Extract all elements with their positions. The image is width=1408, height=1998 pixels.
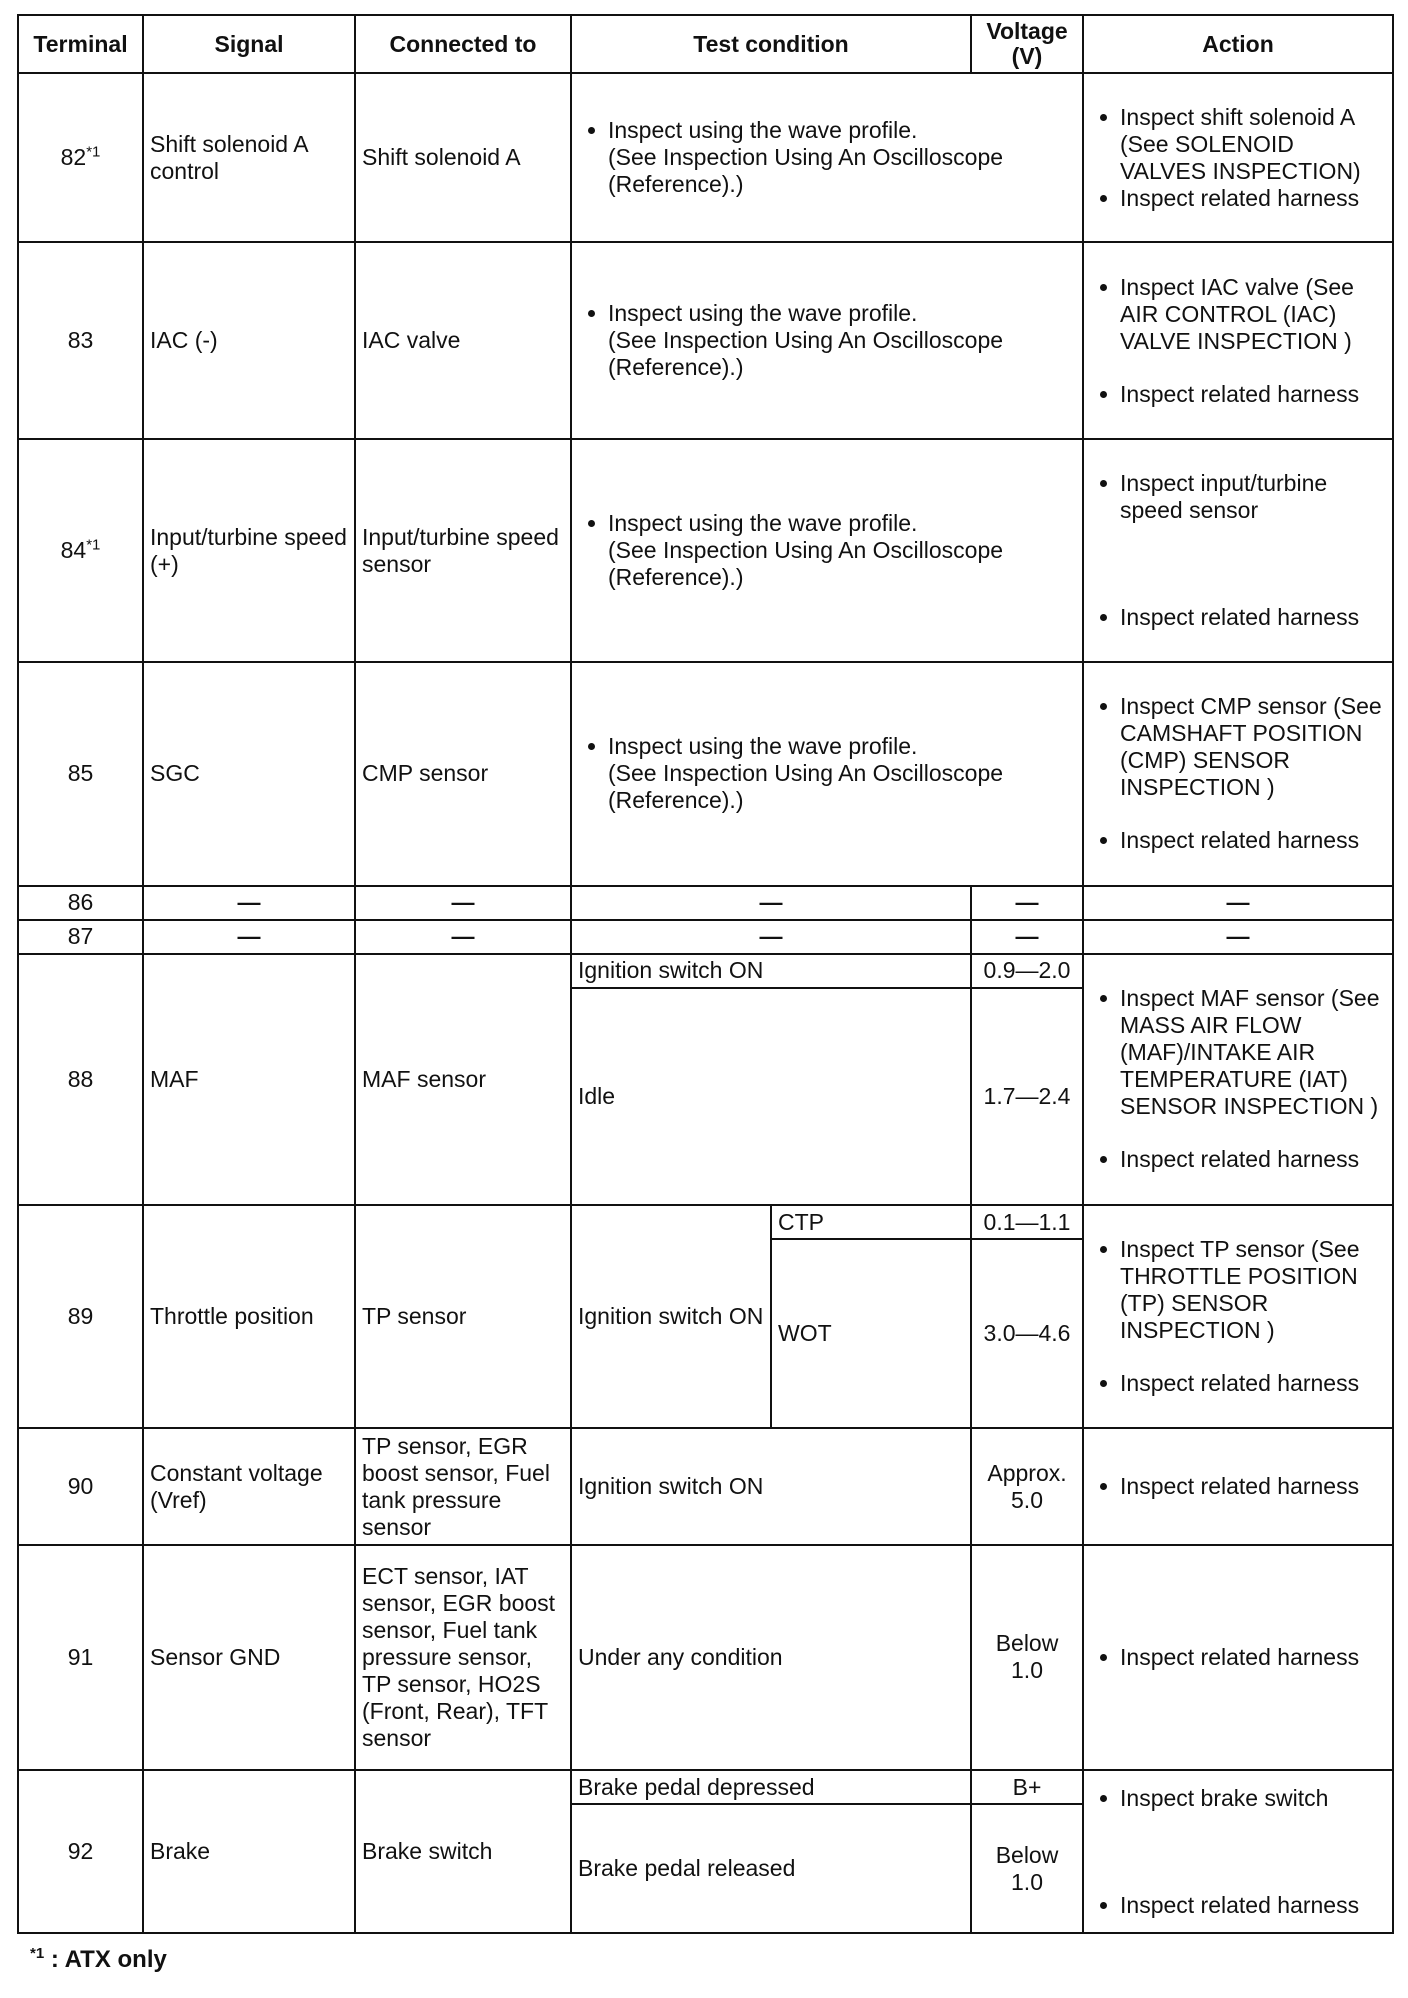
list-item: Inspect IAC valve (See AIR CONTROL (IAC) VALVE INSPECTION ) bbox=[1120, 274, 1386, 355]
list-item: Inspect MAF sensor (See MASS AIR FLOW (MAF)/INTAKE AIR TEMPERATURE (IAT) SENSOR INSPECTION ) bbox=[1120, 985, 1386, 1120]
test-condition-cell: Ignition switch ON bbox=[571, 1428, 971, 1545]
list-item: Inspect input/turbine speed sensor bbox=[1120, 470, 1386, 524]
test-condition-cell: Idle bbox=[571, 988, 971, 1205]
terminal-cell: 88 bbox=[18, 954, 143, 1205]
test-condition-cell: Brake pedal released bbox=[571, 1804, 971, 1933]
header-voltage-unit: (V) bbox=[1011, 43, 1043, 70]
table-row bbox=[18, 439, 1393, 662]
table-row bbox=[18, 242, 1393, 439]
test-sub-condition-cell: CTP bbox=[771, 1205, 971, 1239]
voltage-cell: Approx. 5.0 bbox=[971, 1428, 1083, 1545]
list-item: Inspect shift solenoid A (See SOLENOID VALVES INSPECTION) bbox=[1120, 104, 1386, 185]
signal-cell: — bbox=[143, 920, 355, 954]
action-cell bbox=[1083, 1770, 1393, 1933]
signal-cell: — bbox=[143, 886, 355, 920]
connected-cell: ECT sensor, IAT sensor, EGR boost sensor, Fuel tank pressure sensor, TP sensor, HO2S (Front, Rear), TFT sensor bbox=[355, 1545, 571, 1770]
table-row bbox=[18, 662, 1393, 885]
voltage-cell: 3.0—4.6 bbox=[971, 1239, 1083, 1428]
test-condition-cell: — bbox=[571, 886, 971, 920]
connected-cell: CMP sensor bbox=[355, 662, 571, 885]
test-condition-cell bbox=[571, 73, 1083, 242]
header-test-condition: Test condition bbox=[571, 15, 971, 73]
header-terminal: Terminal bbox=[18, 15, 143, 73]
list-item: Inspect using the wave profile. (See Inspection Using An Oscilloscope (Reference).) bbox=[608, 117, 1076, 198]
terminal-spec-table bbox=[17, 14, 1394, 1934]
table-row bbox=[18, 954, 1393, 988]
terminal-cell: 91 bbox=[18, 1545, 143, 1770]
test-condition-cell: Brake pedal depressed bbox=[571, 1770, 971, 1804]
terminal-cell: 84$^{*1}$ bbox=[18, 439, 143, 662]
terminal-cell: 87 bbox=[18, 920, 143, 954]
list-item: Inspect related harness bbox=[1120, 1644, 1386, 1671]
test-sub-condition-cell: WOT bbox=[771, 1239, 971, 1428]
footnote-mark: *1 bbox=[86, 536, 101, 554]
test-condition-cell: Ignition switch ON bbox=[571, 1205, 771, 1428]
list-item: Inspect related harness bbox=[1120, 1473, 1386, 1500]
signal-cell: Sensor GND bbox=[143, 1545, 355, 1770]
test-condition-cell: Ignition switch ON bbox=[571, 954, 971, 988]
list-item: Inspect related harness bbox=[1120, 827, 1386, 854]
action-cell: — bbox=[1083, 886, 1393, 920]
connected-cell: Input/turbine speed sensor bbox=[355, 439, 571, 662]
signal-cell: IAC (-) bbox=[143, 242, 355, 439]
signal-cell: Constant voltage (Vref) bbox=[143, 1428, 355, 1545]
footnote-text: : ATX only bbox=[50, 1946, 167, 1973]
header-connected-to: Connected to bbox=[355, 15, 571, 73]
header-voltage bbox=[971, 15, 1083, 73]
list-item: Inspect related harness bbox=[1120, 1892, 1386, 1919]
connected-cell: — bbox=[355, 886, 571, 920]
action-cell bbox=[1083, 1545, 1393, 1770]
action-cell bbox=[1083, 73, 1393, 242]
voltage-cell: 0.1—1.1 bbox=[971, 1205, 1083, 1239]
signal-cell: SGC bbox=[143, 662, 355, 885]
connected-cell: TP sensor bbox=[355, 1205, 571, 1428]
table-row bbox=[18, 1428, 1393, 1545]
connected-cell: Shift solenoid A bbox=[355, 73, 571, 242]
voltage-cell: Below 1.0 bbox=[971, 1545, 1083, 1770]
terminal-cell: 82$^{*1}$ bbox=[18, 73, 143, 242]
signal-cell: Brake bbox=[143, 1770, 355, 1933]
terminal-cell: 92 bbox=[18, 1770, 143, 1933]
action-cell bbox=[1083, 1428, 1393, 1545]
signal-cell: Shift solenoid A control bbox=[143, 73, 355, 242]
list-item: Inspect TP sensor (See THROTTLE POSITION (TP) SENSOR INSPECTION ) bbox=[1120, 1236, 1386, 1344]
list-item: Inspect related harness bbox=[1120, 1370, 1386, 1397]
terminal-cell: 90 bbox=[18, 1428, 143, 1545]
signal-cell: Input/turbine speed (+) bbox=[143, 439, 355, 662]
footnote-mark: *1 bbox=[30, 1945, 45, 1962]
test-condition-cell: Under any condition bbox=[571, 1545, 971, 1770]
terminal-cell: 89 bbox=[18, 1205, 143, 1428]
test-condition-cell: — bbox=[571, 920, 971, 954]
test-condition-cell bbox=[571, 439, 1083, 662]
signal-cell: Throttle position bbox=[143, 1205, 355, 1428]
connected-cell: MAF sensor bbox=[355, 954, 571, 1205]
action-cell bbox=[1083, 439, 1393, 662]
voltage-cell: — bbox=[971, 886, 1083, 920]
action-cell bbox=[1083, 662, 1393, 885]
table-row bbox=[18, 920, 1393, 954]
test-condition-cell bbox=[571, 242, 1083, 439]
voltage-cell: Below 1.0 bbox=[971, 1804, 1083, 1933]
terminal-cell: 85 bbox=[18, 662, 143, 885]
list-item: Inspect related harness bbox=[1120, 1146, 1386, 1173]
header-row bbox=[18, 15, 1393, 73]
connected-cell: TP sensor, EGR boost sensor, Fuel tank pressure sensor bbox=[355, 1428, 571, 1545]
table-row bbox=[18, 1205, 1393, 1239]
list-item: Inspect related harness bbox=[1120, 185, 1386, 212]
test-condition-cell bbox=[571, 662, 1083, 885]
footnote-mark: *1 bbox=[86, 143, 101, 161]
connected-cell: Brake switch bbox=[355, 1770, 571, 1933]
header-action: Action bbox=[1083, 15, 1393, 73]
list-item: Inspect CMP sensor (See CAMSHAFT POSITION (CMP) SENSOR INSPECTION ) bbox=[1120, 693, 1386, 801]
terminal-cell: 83 bbox=[18, 242, 143, 439]
list-item: Inspect using the wave profile. (See Inspection Using An Oscilloscope (Reference).) bbox=[608, 510, 1076, 591]
action-cell bbox=[1083, 954, 1393, 1205]
action-cell bbox=[1083, 242, 1393, 439]
connected-cell: — bbox=[355, 920, 571, 954]
header-signal: Signal bbox=[143, 15, 355, 73]
voltage-cell: B+ bbox=[971, 1770, 1083, 1804]
table-row bbox=[18, 1545, 1393, 1770]
terminal-cell: 86 bbox=[18, 886, 143, 920]
action-cell bbox=[1083, 1205, 1393, 1428]
voltage-cell: 0.9—2.0 bbox=[971, 954, 1083, 988]
table-row bbox=[18, 886, 1393, 920]
table-row bbox=[18, 1770, 1393, 1804]
list-item: Inspect related harness bbox=[1120, 381, 1386, 408]
signal-cell: MAF bbox=[143, 954, 355, 1205]
table-row bbox=[18, 73, 1393, 242]
connected-cell: IAC valve bbox=[355, 242, 571, 439]
list-item: Inspect using the wave profile. (See Inspection Using An Oscilloscope (Reference).) bbox=[608, 733, 1076, 814]
footnote bbox=[30, 1946, 167, 1974]
list-item: Inspect brake switch bbox=[1120, 1785, 1386, 1812]
list-item: Inspect using the wave profile. (See Inspection Using An Oscilloscope (Reference).) bbox=[608, 300, 1076, 381]
voltage-cell: — bbox=[971, 920, 1083, 954]
action-cell: — bbox=[1083, 920, 1393, 954]
voltage-cell: 1.7—2.4 bbox=[971, 988, 1083, 1205]
list-item: Inspect related harness bbox=[1120, 604, 1386, 631]
header-voltage-label: Voltage bbox=[986, 18, 1068, 45]
